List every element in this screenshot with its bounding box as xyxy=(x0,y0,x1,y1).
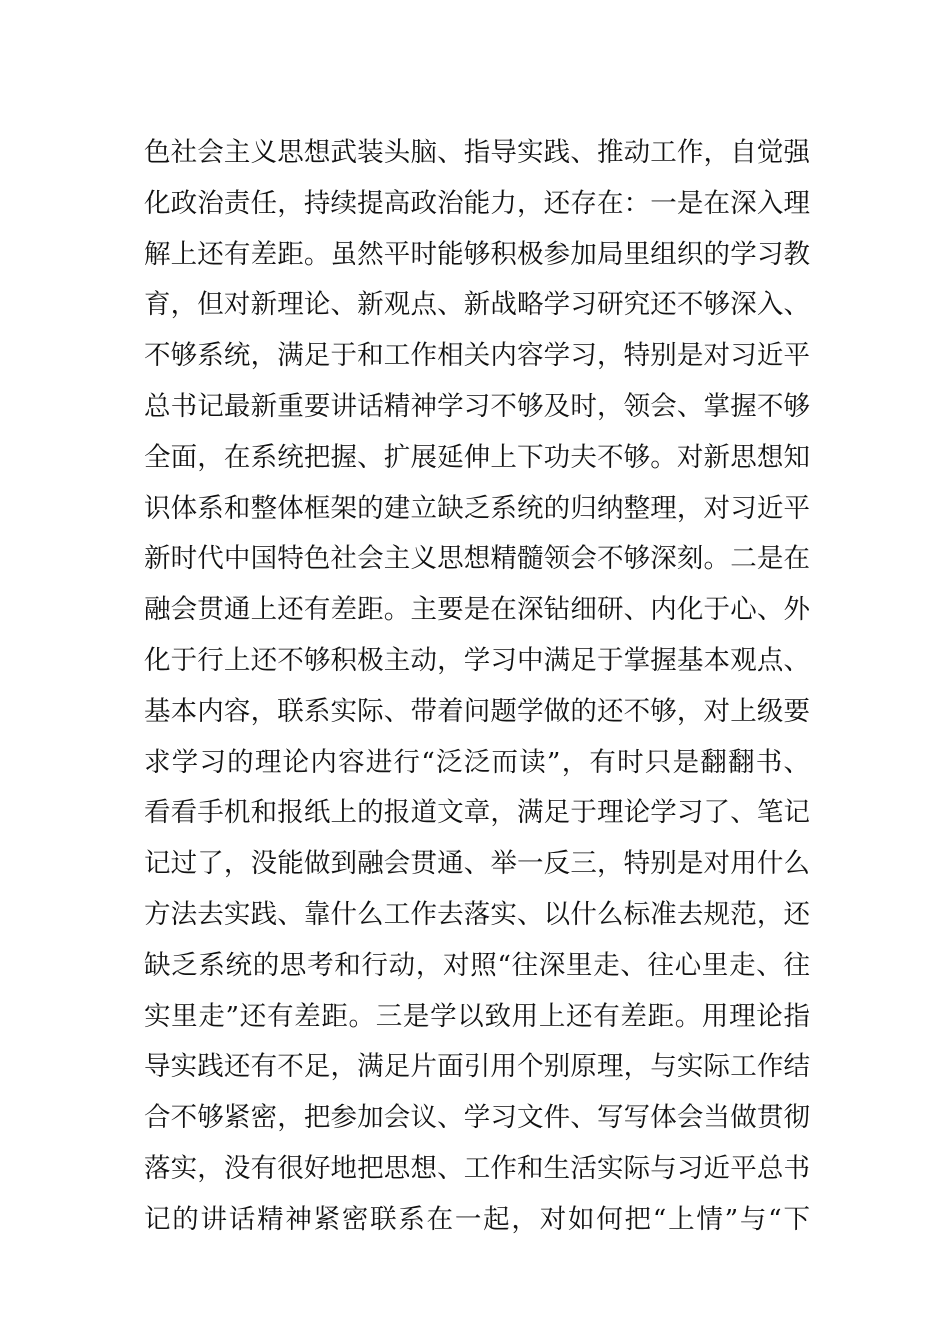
text-line: 总书记最新重要讲话精神学习不够及时，领会、掌握不够 xyxy=(144,390,810,422)
text-line: 全面，在系统把握、扩展延伸上下功夫不够。对新思想知 xyxy=(144,441,810,473)
text-line: 缺乏系统的思考和行动，对照“往深里走、往心里走、往 xyxy=(144,949,810,981)
text-line: 色社会主义思想武装头脑、指导实践、推动工作，自觉强 xyxy=(144,137,810,168)
body-text xyxy=(144,128,810,1246)
text-line: 基本内容，联系实际、带着问题学做的还不够，对上级要 xyxy=(144,695,810,727)
text-line: 记过了，没能做到融会贯通、举一反三，特别是对用什么 xyxy=(144,848,810,880)
text-line: 新时代中国特色社会主义思想精髓领会不够深刻。二是在 xyxy=(144,543,810,575)
text-line: 化于行上还不够积极主动，学习中满足于掌握基本观点、 xyxy=(144,644,810,676)
text-line: 合不够紧密，把参加会议、学习文件、写写体会当做贯彻 xyxy=(144,1102,810,1134)
text-line: 化政治责任，持续提高政治能力，还存在：一是在深入理 xyxy=(144,187,810,219)
text-line: 导实践还有不足，满足片面引用个别原理，与实际工作结 xyxy=(144,1051,810,1083)
text-line: 求学习的理论内容进行“泛泛而读”，有时只是翻翻书、 xyxy=(144,746,810,778)
text-line: 解上还有差距。虽然平时能够积极参加局里组织的学习教 xyxy=(144,238,810,270)
text-line: 记的讲话精神紧密联系在一起，对如何把“上情”与“下 xyxy=(144,1203,810,1235)
text-line: 看看手机和报纸上的报道文章，满足于理论学习了、笔记 xyxy=(144,797,810,829)
text-line: 实里走”还有差距。三是学以致用上还有差距。用理论指 xyxy=(144,1000,810,1032)
text-line: 育，但对新理论、新观点、新战略学习研究还不够深入、 xyxy=(144,289,810,321)
text-line: 方法去实践、靠什么工作去落实、以什么标准去规范，还 xyxy=(144,898,810,930)
text-line: 识体系和整体框架的建立缺乏系统的归纳整理，对习近平 xyxy=(144,492,810,524)
text-line: 落实，没有很好地把思想、工作和生活实际与习近平总书 xyxy=(144,1152,810,1184)
text-line: 融会贯通上还有差距。主要是在深钻细研、内化于心、外 xyxy=(144,594,810,626)
text-line: 不够系统，满足于和工作相关内容学习，特别是对习近平 xyxy=(144,340,810,372)
